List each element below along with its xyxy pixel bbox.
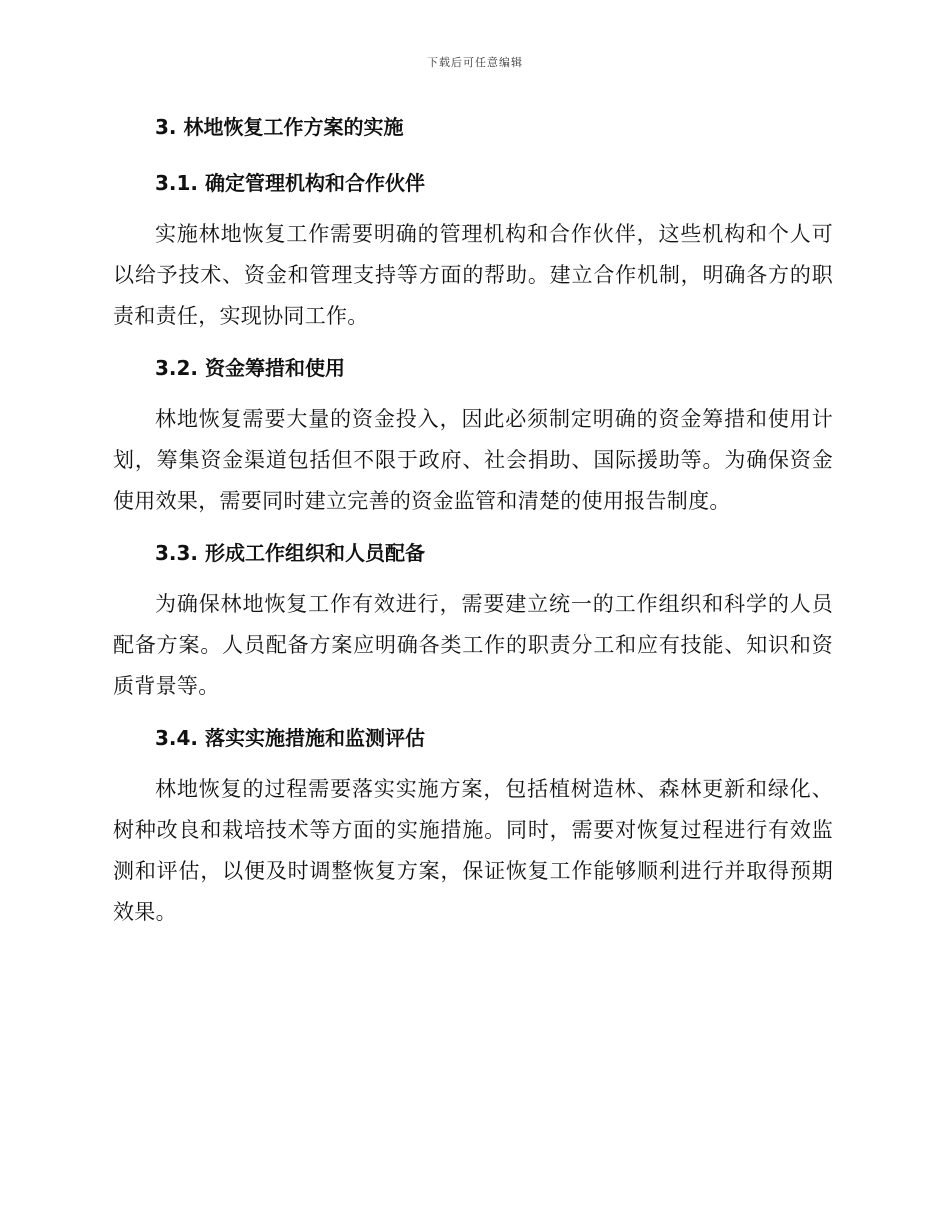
page-header: 下载后可任意编辑	[427, 56, 523, 69]
subsection-title: 3.1. 确定管理机构和合作伙伴	[155, 171, 425, 195]
paragraph: 为确保林地恢复工作有效进行，需要建立统一的工作组织和科学的人员配备方案。人员配备方案应明确各类工作的职责分工和应有技能、知识和资质背景等。	[113, 592, 833, 698]
paragraph: 实施林地恢复工作需要明确的管理机构和合作伙伴，这些机构和个人可以给予技术、资金和管理支持等方面的帮助。建立合作机制，明确各方的职责和责任，实现协同工作。	[113, 222, 833, 328]
paragraph: 林地恢复的过程需要落实实施方案，包括植树造林、森林更新和绿化、树种改良和栽培技术等方面的实施措施。同时，需要对恢复过程进行有效监测和评估，以便及时调整恢复方案，保证恢复工作能够顺利进行并取得预期效果。	[113, 777, 833, 924]
paragraph: 林地恢复需要大量的资金投入，因此必须制定明确的资金筹措和使用计划，筹集资金渠道包括但不限于政府、社会捐助、国际援助等。为确保资金使用效果，需要同时建立完善的资金监管和清楚的使用报告制度。	[113, 407, 833, 513]
section-title: 3. 林地恢复工作方案的实施	[155, 115, 404, 139]
subsection-title: 3.2. 资金筹措和使用	[155, 356, 345, 380]
subsection-title: 3.3. 形成工作组织和人员配备	[155, 541, 425, 565]
subsection-title: 3.4. 落实实施措施和监测评估	[155, 726, 425, 750]
document-body	[113, 110, 833, 947]
